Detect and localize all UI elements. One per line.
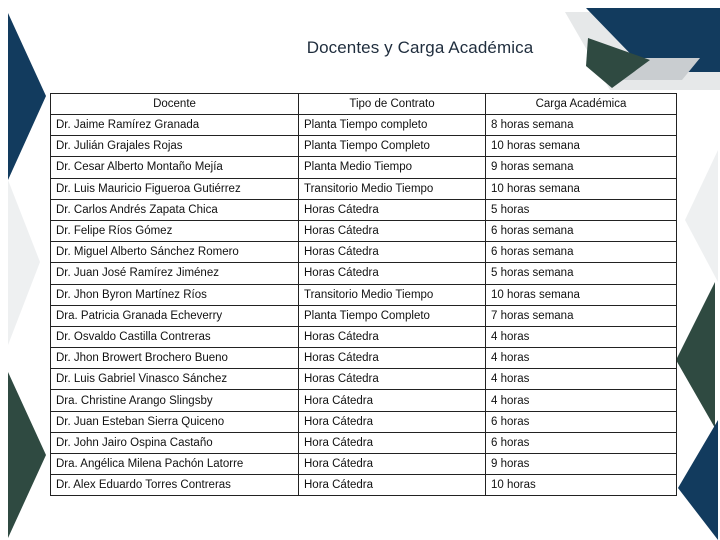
decor-arrow-right-bottom bbox=[678, 420, 718, 540]
slide-title: Docentes y Carga Académica bbox=[306, 38, 534, 57]
carga-cell: 5 horas bbox=[486, 199, 677, 220]
contrato-cell: Planta Medio Tiempo bbox=[299, 157, 486, 178]
faculty-table bbox=[50, 93, 677, 496]
contrato-cell: Hora Cátedra bbox=[299, 390, 486, 411]
contrato-cell: Hora Cátedra bbox=[299, 432, 486, 453]
table-row bbox=[51, 199, 677, 220]
docente-cell: Dr. Juan José Ramírez Jiménez bbox=[51, 263, 299, 284]
table-row bbox=[51, 220, 677, 241]
table-row bbox=[51, 136, 677, 157]
decor-shape-gray bbox=[600, 58, 700, 80]
docente-cell: Dr. Miguel Alberto Sánchez Romero bbox=[51, 242, 299, 263]
header-docente: Docente bbox=[51, 94, 299, 115]
contrato-cell: Horas Cátedra bbox=[299, 369, 486, 390]
decor-light-left bbox=[8, 180, 40, 345]
decor-arrow-left-bottom bbox=[8, 372, 46, 538]
carga-cell: 4 horas bbox=[486, 348, 677, 369]
docente-cell: Dr. Luis Gabriel Vinasco Sánchez bbox=[51, 369, 299, 390]
table-row bbox=[51, 263, 677, 284]
docente-cell: Dr. Alex Eduardo Torres Contreras bbox=[51, 475, 299, 496]
table-row bbox=[51, 454, 677, 475]
decor-arrow-right-mid bbox=[676, 282, 715, 428]
carga-cell: 10 horas semana bbox=[486, 178, 677, 199]
carga-cell: 4 horas bbox=[486, 369, 677, 390]
contrato-cell: Horas Cátedra bbox=[299, 220, 486, 241]
carga-cell: 7 horas semana bbox=[486, 305, 677, 326]
contrato-cell: Horas Cátedra bbox=[299, 326, 486, 347]
carga-cell: 10 horas semana bbox=[486, 136, 677, 157]
contrato-cell: Planta Tiempo Completo bbox=[299, 136, 486, 157]
carga-cell: 6 horas bbox=[486, 432, 677, 453]
table-row bbox=[51, 178, 677, 199]
decor-arrow-left-top bbox=[8, 13, 46, 180]
table-row bbox=[51, 326, 677, 347]
docente-cell: Dra. Angélica Milena Pachón Latorre bbox=[51, 454, 299, 475]
contrato-cell: Transitorio Medio Tiempo bbox=[299, 178, 486, 199]
carga-cell: 6 horas semana bbox=[486, 220, 677, 241]
carga-cell: 4 horas bbox=[486, 326, 677, 347]
docente-cell: Dr. Luis Mauricio Figueroa Gutiérrez bbox=[51, 178, 299, 199]
carga-cell: 6 horas bbox=[486, 411, 677, 432]
contrato-cell: Horas Cátedra bbox=[299, 263, 486, 284]
decor-shape-navy bbox=[586, 8, 720, 72]
docente-cell: Dr. Felipe Ríos Gómez bbox=[51, 220, 299, 241]
carga-cell: 5 horas semana bbox=[486, 263, 677, 284]
docente-cell: Dra. Christine Arango Slingsby bbox=[51, 390, 299, 411]
docente-cell: Dr. Jhon Byron Martínez Ríos bbox=[51, 284, 299, 305]
docente-cell: Dr. Julián Grajales Rojas bbox=[51, 136, 299, 157]
decor-light-right bbox=[685, 150, 718, 282]
carga-cell: 9 horas semana bbox=[486, 157, 677, 178]
table-row bbox=[51, 432, 677, 453]
docente-cell: Dr. John Jairo Ospina Castaño bbox=[51, 432, 299, 453]
docente-cell: Dr. Juan Esteban Sierra Quiceno bbox=[51, 411, 299, 432]
docente-cell: Dr. Jhon Browert Brochero Bueno bbox=[51, 348, 299, 369]
carga-cell: 9 horas bbox=[486, 454, 677, 475]
carga-cell: 6 horas semana bbox=[486, 242, 677, 263]
table-row bbox=[51, 348, 677, 369]
contrato-cell: Hora Cátedra bbox=[299, 454, 486, 475]
table-row bbox=[51, 390, 677, 411]
contrato-cell: Horas Cátedra bbox=[299, 242, 486, 263]
table-row bbox=[51, 411, 677, 432]
contrato-cell: Planta Tiempo Completo bbox=[299, 305, 486, 326]
carga-cell: 4 horas bbox=[486, 390, 677, 411]
contrato-cell: Planta Tiempo completo bbox=[299, 115, 486, 136]
header-carga-academica: Carga Académica bbox=[486, 94, 677, 115]
table-row bbox=[51, 242, 677, 263]
docente-cell: Dra. Patricia Granada Echeverry bbox=[51, 305, 299, 326]
table-row bbox=[51, 475, 677, 496]
carga-cell: 8 horas semana bbox=[486, 115, 677, 136]
docente-cell: Dr. Jaime Ramírez Granada bbox=[51, 115, 299, 136]
carga-cell: 10 horas bbox=[486, 475, 677, 496]
carga-cell: 10 horas semana bbox=[486, 284, 677, 305]
header-tipo-contrato: Tipo de Contrato bbox=[299, 94, 486, 115]
table-row bbox=[51, 305, 677, 326]
contrato-cell: Hora Cátedra bbox=[299, 411, 486, 432]
docente-cell: Dr. Osvaldo Castilla Contreras bbox=[51, 326, 299, 347]
table-row bbox=[51, 157, 677, 178]
contrato-cell: Transitorio Medio Tiempo bbox=[299, 284, 486, 305]
docente-cell: Dr. Cesar Alberto Montaño Mejía bbox=[51, 157, 299, 178]
table-header-row bbox=[51, 94, 677, 115]
docente-cell: Dr. Carlos Andrés Zapata Chica bbox=[51, 199, 299, 220]
table-row bbox=[51, 115, 677, 136]
contrato-cell: Horas Cátedra bbox=[299, 348, 486, 369]
contrato-cell: Hora Cátedra bbox=[299, 475, 486, 496]
contrato-cell: Horas Cátedra bbox=[299, 199, 486, 220]
table-row bbox=[51, 369, 677, 390]
table-row bbox=[51, 284, 677, 305]
